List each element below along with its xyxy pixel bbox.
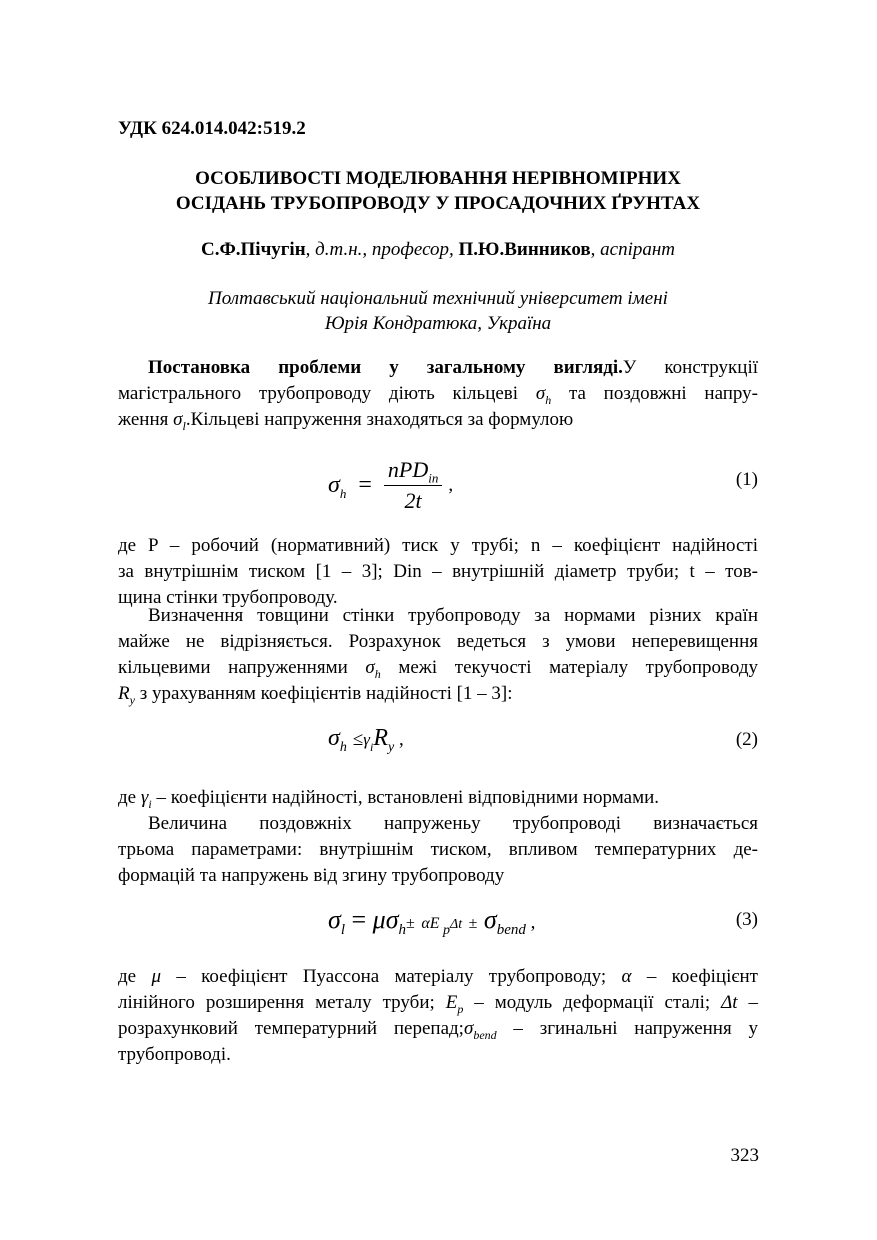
numerator-subscript: in	[428, 470, 439, 486]
text-span: – коефіцієнт Пуассона матеріалу трубопроводу;	[160, 966, 622, 987]
formula-1-expression: $\sigma_h$ = $\frac{nPD_{in}}{2t}$ ,	[328, 457, 454, 513]
text-span: – коефіцієнт	[631, 966, 758, 987]
paragraph-line	[118, 1016, 758, 1042]
paragraph-line: формацій та напружень від згину трубопроводу	[118, 865, 505, 886]
formula-1-fraction	[384, 457, 442, 514]
paragraph-line: трубопроводі.	[118, 1044, 231, 1065]
paragraph-line: щина стінки трубопроводу.	[118, 587, 338, 608]
text-span: та поздовжні напру-	[551, 383, 759, 404]
fraction-numerator: nPD	[387, 457, 429, 482]
gamma-i-symbol: $\gamma_i$	[140, 787, 152, 811]
paper-title	[118, 166, 758, 216]
title-line-1: ОСОБЛИВОСТІ МОДЕЛЮВАННЯ НЕРІВНОМІРНИХ	[195, 168, 681, 189]
authors-line: С.Ф.Пічугін, д.т.н., професор, П.Ю.Винников, аспірант	[200, 239, 676, 260]
text-span: розрахунковий температурний перепад;	[118, 1018, 464, 1039]
paragraph-line: майже не відрізняється. Розрахунок ведеться з умови неперевищення	[118, 631, 758, 652]
formula-2-expression: $\sigma_h \le\gamma_iR_y$ ,	[328, 725, 404, 755]
paragraph-problem-statement	[118, 355, 758, 433]
paragraph-line	[118, 681, 758, 707]
paragraph-line: де μ – коефіцієнт Пуассона матеріалу трубопроводу; α – коефіцієнт	[118, 966, 758, 987]
author-1-title: д.т.н., професор,	[315, 239, 454, 260]
paragraph-line: трьома параметрами: внутрішнім тиском, впливом температурних де-	[118, 839, 758, 860]
formula-1	[118, 455, 758, 515]
paragraph-gamma-legend	[118, 785, 758, 811]
paragraph-longitudinal-stress	[118, 811, 758, 889]
text-span: магістрального трубопроводу діють кільцеві	[118, 383, 536, 404]
text-span: лінійного розширення металу труби;	[118, 992, 446, 1013]
affiliation-line-2: Юрія Кондратюка, Україна	[324, 313, 552, 334]
text-span: – модуль деформації сталі;	[463, 992, 722, 1013]
paragraph-line	[118, 990, 758, 1016]
fraction-denominator: 2t	[404, 488, 422, 513]
text-span: – коефіцієнти надійності, встановлені відповідними нормами.	[151, 787, 660, 808]
text-span: У конструкції	[622, 357, 759, 378]
formula-1-number: (1)	[735, 469, 758, 490]
section-lead: Постановка проблеми у загальному вигляді.	[148, 357, 623, 378]
text-span: межі текучості матеріалу трубопроводу	[380, 657, 758, 678]
paragraph-line: Визначення товщини стінки трубопроводу за нормами різних країн	[148, 605, 758, 626]
paragraph-line	[118, 355, 758, 381]
paragraph-formula-3-legend	[118, 964, 758, 1068]
paragraph-line: ження $\sigma_l.Кільцеві$ напруження знаходяться за формулою	[118, 409, 574, 433]
affiliation	[118, 286, 758, 336]
title-line-2: ОСІДАНЬ ТРУБОПРОВОДУ У ПРОСАДОЧНИХ ҐРУНТАХ	[175, 193, 701, 214]
text-span: з урахуванням коефіцієнтів надійності [1 – 3]:	[134, 683, 513, 704]
sigma-h-symbol: $\sigma_h$	[365, 657, 381, 681]
formula-2-number: (2)	[735, 729, 758, 750]
text-span: –	[737, 992, 759, 1013]
ep-symbol: $E_p$	[445, 992, 464, 1016]
text-span: кільцевими напруженнями	[118, 657, 366, 678]
udc-code: УДК 624.014.042:519.2	[118, 118, 306, 139]
author-1-name: С.Ф.Пічугін	[200, 239, 306, 260]
text-span: ження	[118, 409, 174, 430]
delta-t-symbol: Δt	[721, 992, 738, 1013]
paragraph-formula-1-legend	[118, 533, 758, 611]
affiliation-line-1: Полтавський національний технічний університет імені	[208, 288, 668, 309]
paragraph-line	[118, 381, 758, 407]
page-number: 323	[730, 1145, 759, 1166]
paragraph-line: де P – робочий (нормативний) тиск у трубі; n – коефіцієнт надійності	[118, 535, 758, 556]
paragraph-wall-thickness	[118, 603, 758, 707]
formula-3-number: (3)	[735, 909, 758, 930]
sigma-bend-symbol: $\sigma_{bend}$	[463, 1018, 497, 1042]
ry-symbol: $R_y$	[118, 683, 135, 707]
paragraph-line: Величина поздовжніх напруженьу трубопроводі визначається	[148, 813, 758, 834]
author-2-title: аспірант	[600, 239, 676, 260]
paragraph-line	[118, 655, 758, 681]
mu-symbol: μ	[151, 966, 161, 987]
paragraph-line: за внутрішнім тиском [1 – 3]; Din – внутрішній діаметр труби; t – тов-	[118, 561, 758, 582]
paragraph-line: де $\gamma_i$ – коефіцієнти надійності, встановлені відповідними нормами.	[118, 787, 660, 811]
formula-2	[118, 725, 758, 785]
author-2-name: П.Ю.Винников	[458, 239, 591, 260]
sigma-l-symbol: $\sigma_l$	[173, 409, 186, 433]
sigma-h-symbol: $\sigma_h$	[535, 383, 552, 407]
text-span: Кільцеві напруження знаходяться за формулою	[190, 409, 574, 430]
text-span: – згинальні напруження у	[496, 1018, 758, 1039]
alpha-symbol: α	[621, 966, 632, 987]
formula-3-expression: $\sigma_l = \mu\sigma_h\pm \alpha E$ $_p\Delta t \pm \sigma_{bend}$ ,	[328, 905, 536, 939]
formula-3	[118, 905, 758, 965]
